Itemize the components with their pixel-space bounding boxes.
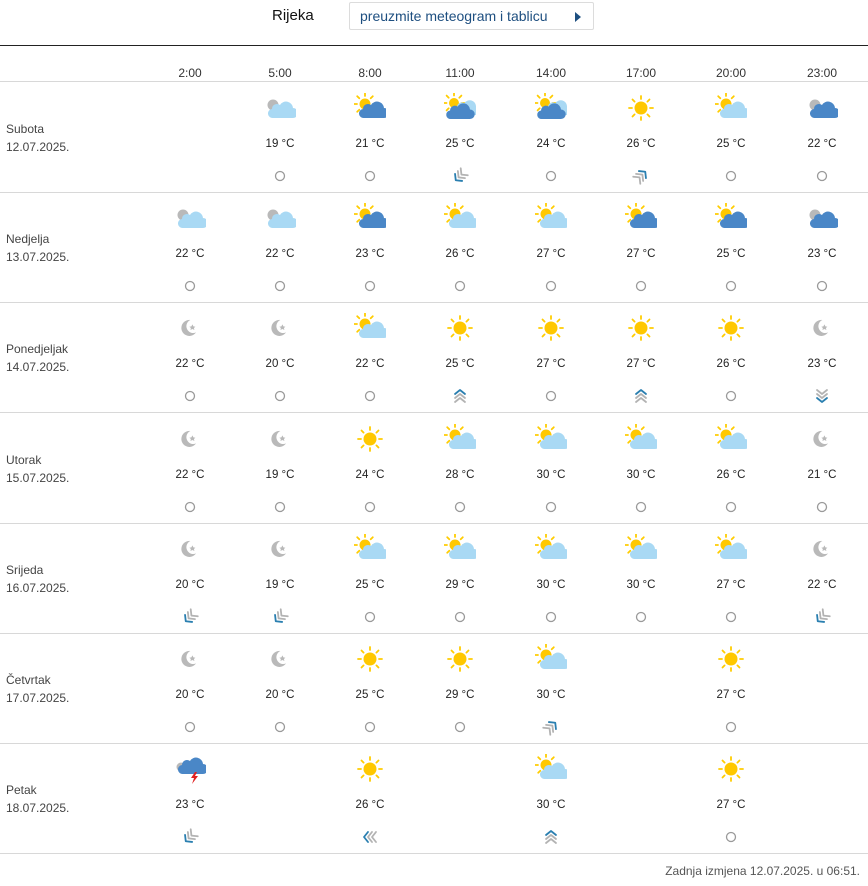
- thunderstorm-icon: [174, 754, 206, 784]
- calm-icon: [270, 277, 290, 295]
- calm-icon: [360, 277, 380, 295]
- temperature: 30 °C: [536, 578, 566, 591]
- temperature: 29 °C: [445, 689, 475, 701]
- temperature: 19 °C: [265, 578, 295, 591]
- calm-icon: [721, 498, 741, 516]
- sun-light-cloud-icon: [444, 534, 476, 564]
- calm-icon: [360, 608, 380, 626]
- wind-sw-icon: [180, 828, 200, 846]
- forecast-cell: [691, 193, 771, 303]
- day-date: 15.07.2025.: [6, 470, 70, 485]
- calm-icon: [541, 387, 561, 405]
- temperature: 26 °C: [445, 248, 475, 261]
- moon-icon: [174, 534, 206, 564]
- calm-icon: [541, 277, 561, 295]
- calm-icon: [721, 608, 741, 626]
- forecast-cell: [420, 524, 500, 634]
- forecast-cell: [782, 524, 862, 634]
- calm-icon: [450, 718, 470, 736]
- sun-light-cloud-icon: [354, 534, 386, 564]
- sun-light-cloud-icon: [625, 424, 657, 454]
- download-meteogram-button[interactable]: [349, 2, 594, 30]
- hour-label: 14:00: [535, 66, 567, 80]
- hour-label: 17:00: [625, 66, 657, 80]
- forecast-cell: [782, 414, 862, 524]
- sun-icon: [535, 313, 567, 343]
- city-name: Rijeka: [272, 7, 314, 24]
- calm-icon: [180, 498, 200, 516]
- temperature: 22 °C: [175, 468, 205, 481]
- day-date: 13.07.2025.: [6, 250, 70, 265]
- forecast-cell: [150, 414, 230, 524]
- wind-sw-icon: [180, 608, 200, 626]
- temperature: 25 °C: [716, 138, 746, 150]
- forecast-cell: [601, 193, 681, 303]
- sun-light-cloud-icon: [715, 93, 747, 123]
- sun-icon: [625, 313, 657, 343]
- calm-icon: [180, 277, 200, 295]
- temperature: 30 °C: [626, 468, 656, 481]
- day-row: [0, 193, 868, 303]
- wind-n-icon: [631, 387, 651, 405]
- forecast-cell: [150, 744, 230, 854]
- forecast-cell: [420, 83, 500, 193]
- forecast-cell: [782, 83, 862, 193]
- temperature: 22 °C: [355, 358, 385, 371]
- temperature: 21 °C: [807, 468, 837, 481]
- day-name: Ponedjeljak: [6, 342, 69, 357]
- wind-n-icon: [541, 828, 561, 846]
- sun-icon: [354, 644, 386, 674]
- calm-icon: [360, 167, 380, 185]
- moon-icon: [174, 644, 206, 674]
- moon-icon: [806, 313, 838, 343]
- forecast-cell: [240, 193, 320, 303]
- temperature: 27 °C: [626, 248, 656, 261]
- sun-dark-cloud-icon: [354, 93, 386, 123]
- sun-light-cloud-icon: [535, 754, 567, 784]
- day-label: [6, 340, 69, 376]
- hours-header: [0, 60, 868, 82]
- day-label: [6, 781, 69, 817]
- temperature: 20 °C: [265, 358, 295, 371]
- calm-icon: [721, 718, 741, 736]
- forecast-cell: [330, 634, 410, 744]
- sun-light-cloud-icon: [715, 534, 747, 564]
- wind-sw-icon: [270, 608, 290, 626]
- day-date: 12.07.2025.: [6, 140, 70, 154]
- hour-label: 8:00: [358, 66, 382, 80]
- sun-light-cloud-icon: [444, 203, 476, 233]
- forecast-cell: [240, 83, 320, 193]
- forecast-cell: [782, 303, 862, 413]
- forecast-cell: [691, 83, 771, 193]
- temperature: 23 °C: [175, 799, 205, 812]
- sun-icon: [715, 754, 747, 784]
- calm-icon: [450, 277, 470, 295]
- wind-w-icon: [360, 828, 380, 846]
- forecast-cell: [782, 193, 862, 303]
- temperature: 25 °C: [716, 248, 746, 261]
- temperature: 19 °C: [265, 468, 295, 481]
- day-row: [0, 634, 868, 744]
- wind-s-icon: [812, 387, 832, 405]
- moon-icon: [264, 644, 296, 674]
- hour-label: 20:00: [715, 66, 747, 80]
- moon-icon: [806, 424, 838, 454]
- sun-light-cloud-icon: [715, 424, 747, 454]
- day-label: [6, 230, 69, 266]
- calm-icon: [631, 498, 651, 516]
- temperature: 26 °C: [355, 799, 385, 812]
- forecast-cell: [240, 524, 320, 634]
- temperature: 26 °C: [716, 468, 746, 481]
- day-name: Subota: [6, 122, 45, 136]
- sun-mixed-clouds-icon: [444, 93, 476, 123]
- calm-icon: [721, 387, 741, 405]
- temperature: 30 °C: [536, 799, 566, 812]
- moon-icon: [264, 534, 296, 564]
- moon-icon: [174, 424, 206, 454]
- forecast-cell: [511, 83, 591, 193]
- calm-icon: [812, 277, 832, 295]
- sun-light-cloud-icon: [535, 424, 567, 454]
- sun-light-cloud-icon: [535, 644, 567, 674]
- forecast-cell: [511, 524, 591, 634]
- forecast-cell: [601, 414, 681, 524]
- forecast-cell: [691, 303, 771, 413]
- temperature: 22 °C: [175, 248, 205, 261]
- day-name: Petak: [6, 783, 37, 798]
- temperature: 21 °C: [355, 138, 385, 150]
- day-row: [0, 744, 868, 854]
- sun-light-cloud-icon: [354, 313, 386, 343]
- chevron-right-icon: [575, 12, 581, 22]
- forecast-cell: [330, 303, 410, 413]
- forecast-cell: [601, 83, 681, 193]
- calm-icon: [270, 718, 290, 736]
- calm-icon: [631, 608, 651, 626]
- hour-label: 11:00: [445, 66, 475, 80]
- day-name: Srijeda: [6, 562, 44, 577]
- forecast-cell: [691, 524, 771, 634]
- day-label: [6, 451, 69, 487]
- temperature: 30 °C: [536, 468, 566, 481]
- temperature: 23 °C: [807, 358, 837, 371]
- sun-dark-cloud-icon: [715, 203, 747, 233]
- calm-icon: [270, 167, 290, 185]
- forecast-cell: [511, 193, 591, 303]
- sun-icon: [715, 313, 747, 343]
- temperature: 20 °C: [175, 578, 205, 591]
- calm-icon: [721, 828, 741, 846]
- wind-ne-icon: [541, 718, 561, 736]
- calm-icon: [631, 277, 651, 295]
- download-meteogram-label: preuzmite meteogram i tablicu: [360, 8, 548, 24]
- day-date: 17.07.2025.: [6, 691, 70, 705]
- sun-light-cloud-icon: [444, 424, 476, 454]
- forecast-cell: [601, 524, 681, 634]
- forecast-cell: [330, 744, 410, 854]
- forecast-cell: [330, 193, 410, 303]
- temperature: 30 °C: [536, 689, 566, 701]
- temperature: 28 °C: [445, 468, 475, 481]
- forecast-cell: [150, 634, 230, 744]
- calm-icon: [721, 167, 741, 185]
- temperature: 23 °C: [807, 248, 837, 261]
- sun-icon: [444, 644, 476, 674]
- day-name: Utorak: [6, 452, 42, 467]
- forecast-cell: [420, 414, 500, 524]
- day-name: Četvrtak: [6, 673, 51, 687]
- temperature: 27 °C: [716, 578, 746, 591]
- wind-ne-icon: [631, 167, 651, 185]
- forecast-cell: [511, 744, 591, 854]
- forecast-cell: [240, 634, 320, 744]
- temperature: 27 °C: [716, 799, 746, 812]
- wind-sw-icon: [812, 608, 832, 626]
- temperature: 26 °C: [626, 138, 656, 150]
- temperature: 29 °C: [445, 578, 475, 591]
- temperature: 27 °C: [536, 248, 566, 261]
- moon-icon: [264, 313, 296, 343]
- moon-icon: [174, 313, 206, 343]
- calm-icon: [360, 498, 380, 516]
- hour-label: 2:00: [178, 66, 202, 80]
- temperature: 24 °C: [355, 468, 385, 481]
- sun-icon: [354, 754, 386, 784]
- forecast-cell: [511, 303, 591, 413]
- sun-icon: [715, 644, 747, 674]
- moon-icon: [264, 424, 296, 454]
- day-label: [6, 120, 69, 156]
- forecast-cell: [150, 524, 230, 634]
- sun-light-cloud-icon: [625, 534, 657, 564]
- forecast-cell: [691, 414, 771, 524]
- calm-icon: [541, 498, 561, 516]
- temperature: 27 °C: [626, 358, 656, 371]
- calm-icon: [450, 608, 470, 626]
- last-updated: Zadnja izmjena 12.07.2025. u 06:51.: [665, 864, 860, 878]
- temperature: 19 °C: [265, 138, 295, 150]
- forecast-cell: [420, 634, 500, 744]
- sun-dark-cloud-icon: [354, 203, 386, 233]
- temperature: 30 °C: [626, 578, 656, 591]
- forecast-cell: [420, 193, 500, 303]
- day-label: [6, 561, 69, 597]
- temperature: 26 °C: [716, 358, 746, 371]
- temperature: 27 °C: [536, 358, 566, 371]
- day-date: 16.07.2025.: [6, 580, 70, 595]
- partly-cloudy-night-icon: [174, 203, 206, 233]
- day-date: 14.07.2025.: [6, 360, 70, 375]
- forecast-cell: [240, 414, 320, 524]
- calm-icon: [180, 718, 200, 736]
- hour-label: 5:00: [268, 66, 292, 80]
- sun-light-cloud-icon: [535, 203, 567, 233]
- calm-icon: [450, 498, 470, 516]
- temperature: 22 °C: [807, 138, 837, 150]
- moon-icon: [806, 534, 838, 564]
- partly-cloudy-night-icon: [264, 203, 296, 233]
- sun-icon: [444, 313, 476, 343]
- hour-label: 23:00: [806, 66, 838, 80]
- sun-icon: [625, 93, 657, 123]
- moon-dark-cloud-icon: [806, 203, 838, 233]
- temperature: 20 °C: [265, 689, 295, 701]
- day-row: [0, 524, 868, 634]
- calm-icon: [360, 387, 380, 405]
- forecast-cell: [691, 634, 771, 744]
- day-row: [0, 414, 868, 524]
- wind-sw-icon: [450, 167, 470, 185]
- calm-icon: [541, 167, 561, 185]
- forecast-cell: [511, 634, 591, 744]
- calm-icon: [812, 498, 832, 516]
- temperature: 20 °C: [175, 689, 205, 701]
- sun-light-cloud-icon: [535, 534, 567, 564]
- temperature: 25 °C: [445, 138, 475, 150]
- calm-icon: [812, 167, 832, 185]
- calm-icon: [180, 387, 200, 405]
- moon-dark-cloud-icon: [806, 93, 838, 123]
- day-row: [0, 83, 868, 193]
- day-name: Nedjelja: [6, 232, 50, 247]
- forecast-cell: [691, 744, 771, 854]
- calm-icon: [541, 608, 561, 626]
- calm-icon: [270, 387, 290, 405]
- forecast-cell: [511, 414, 591, 524]
- forecast-cell: [330, 414, 410, 524]
- sun-icon: [354, 424, 386, 454]
- temperature: 25 °C: [355, 689, 385, 701]
- forecast-cell: [330, 83, 410, 193]
- forecast-cell: [601, 303, 681, 413]
- partly-cloudy-night-icon: [264, 93, 296, 123]
- temperature: 24 °C: [536, 138, 566, 150]
- calm-icon: [360, 718, 380, 736]
- day-label: [6, 671, 69, 707]
- calm-icon: [721, 277, 741, 295]
- temperature: 25 °C: [355, 578, 385, 591]
- sun-dark-cloud-icon: [625, 203, 657, 233]
- header-bar: [0, 0, 868, 46]
- sun-mixed-clouds-icon: [535, 93, 567, 123]
- temperature: 22 °C: [807, 578, 837, 591]
- forecast-cell: [330, 524, 410, 634]
- calm-icon: [270, 498, 290, 516]
- temperature: 27 °C: [716, 689, 746, 701]
- wind-n-icon: [450, 387, 470, 405]
- forecast-cell: [420, 303, 500, 413]
- forecast-cell: [150, 303, 230, 413]
- forecast-cell: [150, 193, 230, 303]
- temperature: 25 °C: [445, 358, 475, 371]
- day-row: [0, 303, 868, 413]
- temperature: 23 °C: [355, 248, 385, 261]
- temperature: 22 °C: [265, 248, 295, 261]
- temperature: 22 °C: [175, 358, 205, 371]
- day-date: 18.07.2025.: [6, 801, 70, 816]
- forecast-cell: [240, 303, 320, 413]
